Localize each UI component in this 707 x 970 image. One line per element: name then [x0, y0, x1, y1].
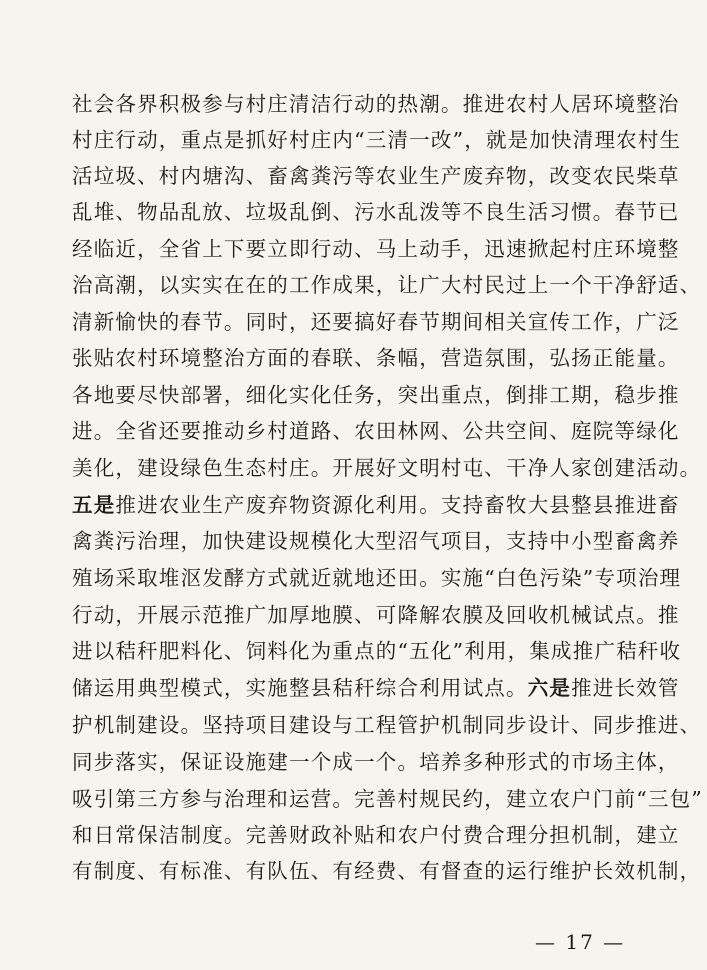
text-line: 行动，开展示范推广加厚地膜、可降解农膜及回收机械试点。推	[72, 603, 680, 627]
text-line: 进。全省还要推动乡村道路、农田林网、公共空间、庭院等绿化	[72, 419, 680, 443]
text-line: 和日常保洁制度。完善财政补贴和农户付费合理分担机制，建立	[72, 823, 680, 847]
text-line: 同步落实，保证设施建一个成一个。培养多种形式的市场主体，	[72, 750, 680, 774]
text-line	[72, 493, 680, 517]
page-number: — 17 —	[535, 930, 626, 954]
text-line: 社会各界积极参与村庄清洁行动的热潮。推进农村人居环境整治	[72, 92, 680, 116]
text-run: 推进长效管	[571, 676, 680, 700]
text-run: 推进农业生产废弃物资源化利用。支持畜牧大县整县推进畜	[115, 493, 680, 517]
section-heading: 六是	[527, 676, 572, 700]
text-line: 乱堆、物品乱放、垃圾乱倒、污水乱泼等不良生活习惯。春节已	[72, 200, 680, 224]
text-line: 禽粪污治理，加快建设规模化大型沼气项目，支持中小型畜禽养	[72, 529, 680, 553]
text-line: 活垃圾、村内塘沟、畜禽粪污等农业生产废弃物，改变农民柴草	[72, 164, 680, 188]
text-line: 张贴农村环境整治方面的春联、条幅，营造氛围，弘扬正能量。	[72, 346, 680, 370]
section-heading: 五是	[72, 493, 116, 517]
text-line: 清新愉快的春节。同时，还要搞好春节期间相关宣传工作，广泛	[72, 310, 680, 334]
text-run: 储运用典型模式，实施整县秸秆综合利用试点。	[72, 676, 528, 700]
text-line: 吸引第三方参与治理和运营。完善村规民约，建立农户门前“三包”	[72, 787, 703, 811]
text-line: 有制度、有标准、有队伍、有经费、有督查的运行维护长效机制，	[72, 859, 702, 883]
text-line: 进以秸秆肥料化、饲料化为重点的“五化”利用，集成推广秸秆收	[72, 639, 682, 663]
text-line: 护机制建设。坚持项目建设与工程管护机制同步设计、同步推进、	[72, 713, 702, 737]
text-line: 美化，建设绿色生态村庄。开展好文明村屯、干净人家创建活动。	[72, 456, 702, 480]
text-line: 村庄行动，重点是抓好村庄内“三清一改”，就是加快清理农村生	[72, 128, 682, 152]
text-line: 治高潮，以实实在在的工作成果，让广大村民过上一个干净舒适、	[72, 273, 702, 297]
text-line: 殖场采取堆沤发酵方式就近就地还田。实施“白色污染”专项治理	[72, 566, 682, 590]
text-line: 经临近，全省上下要立即行动、马上动手，迅速掀起村庄环境整	[72, 237, 680, 261]
text-line: 各地要尽快部署，细化实化任务，突出重点，倒排工期，稳步推	[72, 383, 680, 407]
text-line	[72, 676, 680, 700]
